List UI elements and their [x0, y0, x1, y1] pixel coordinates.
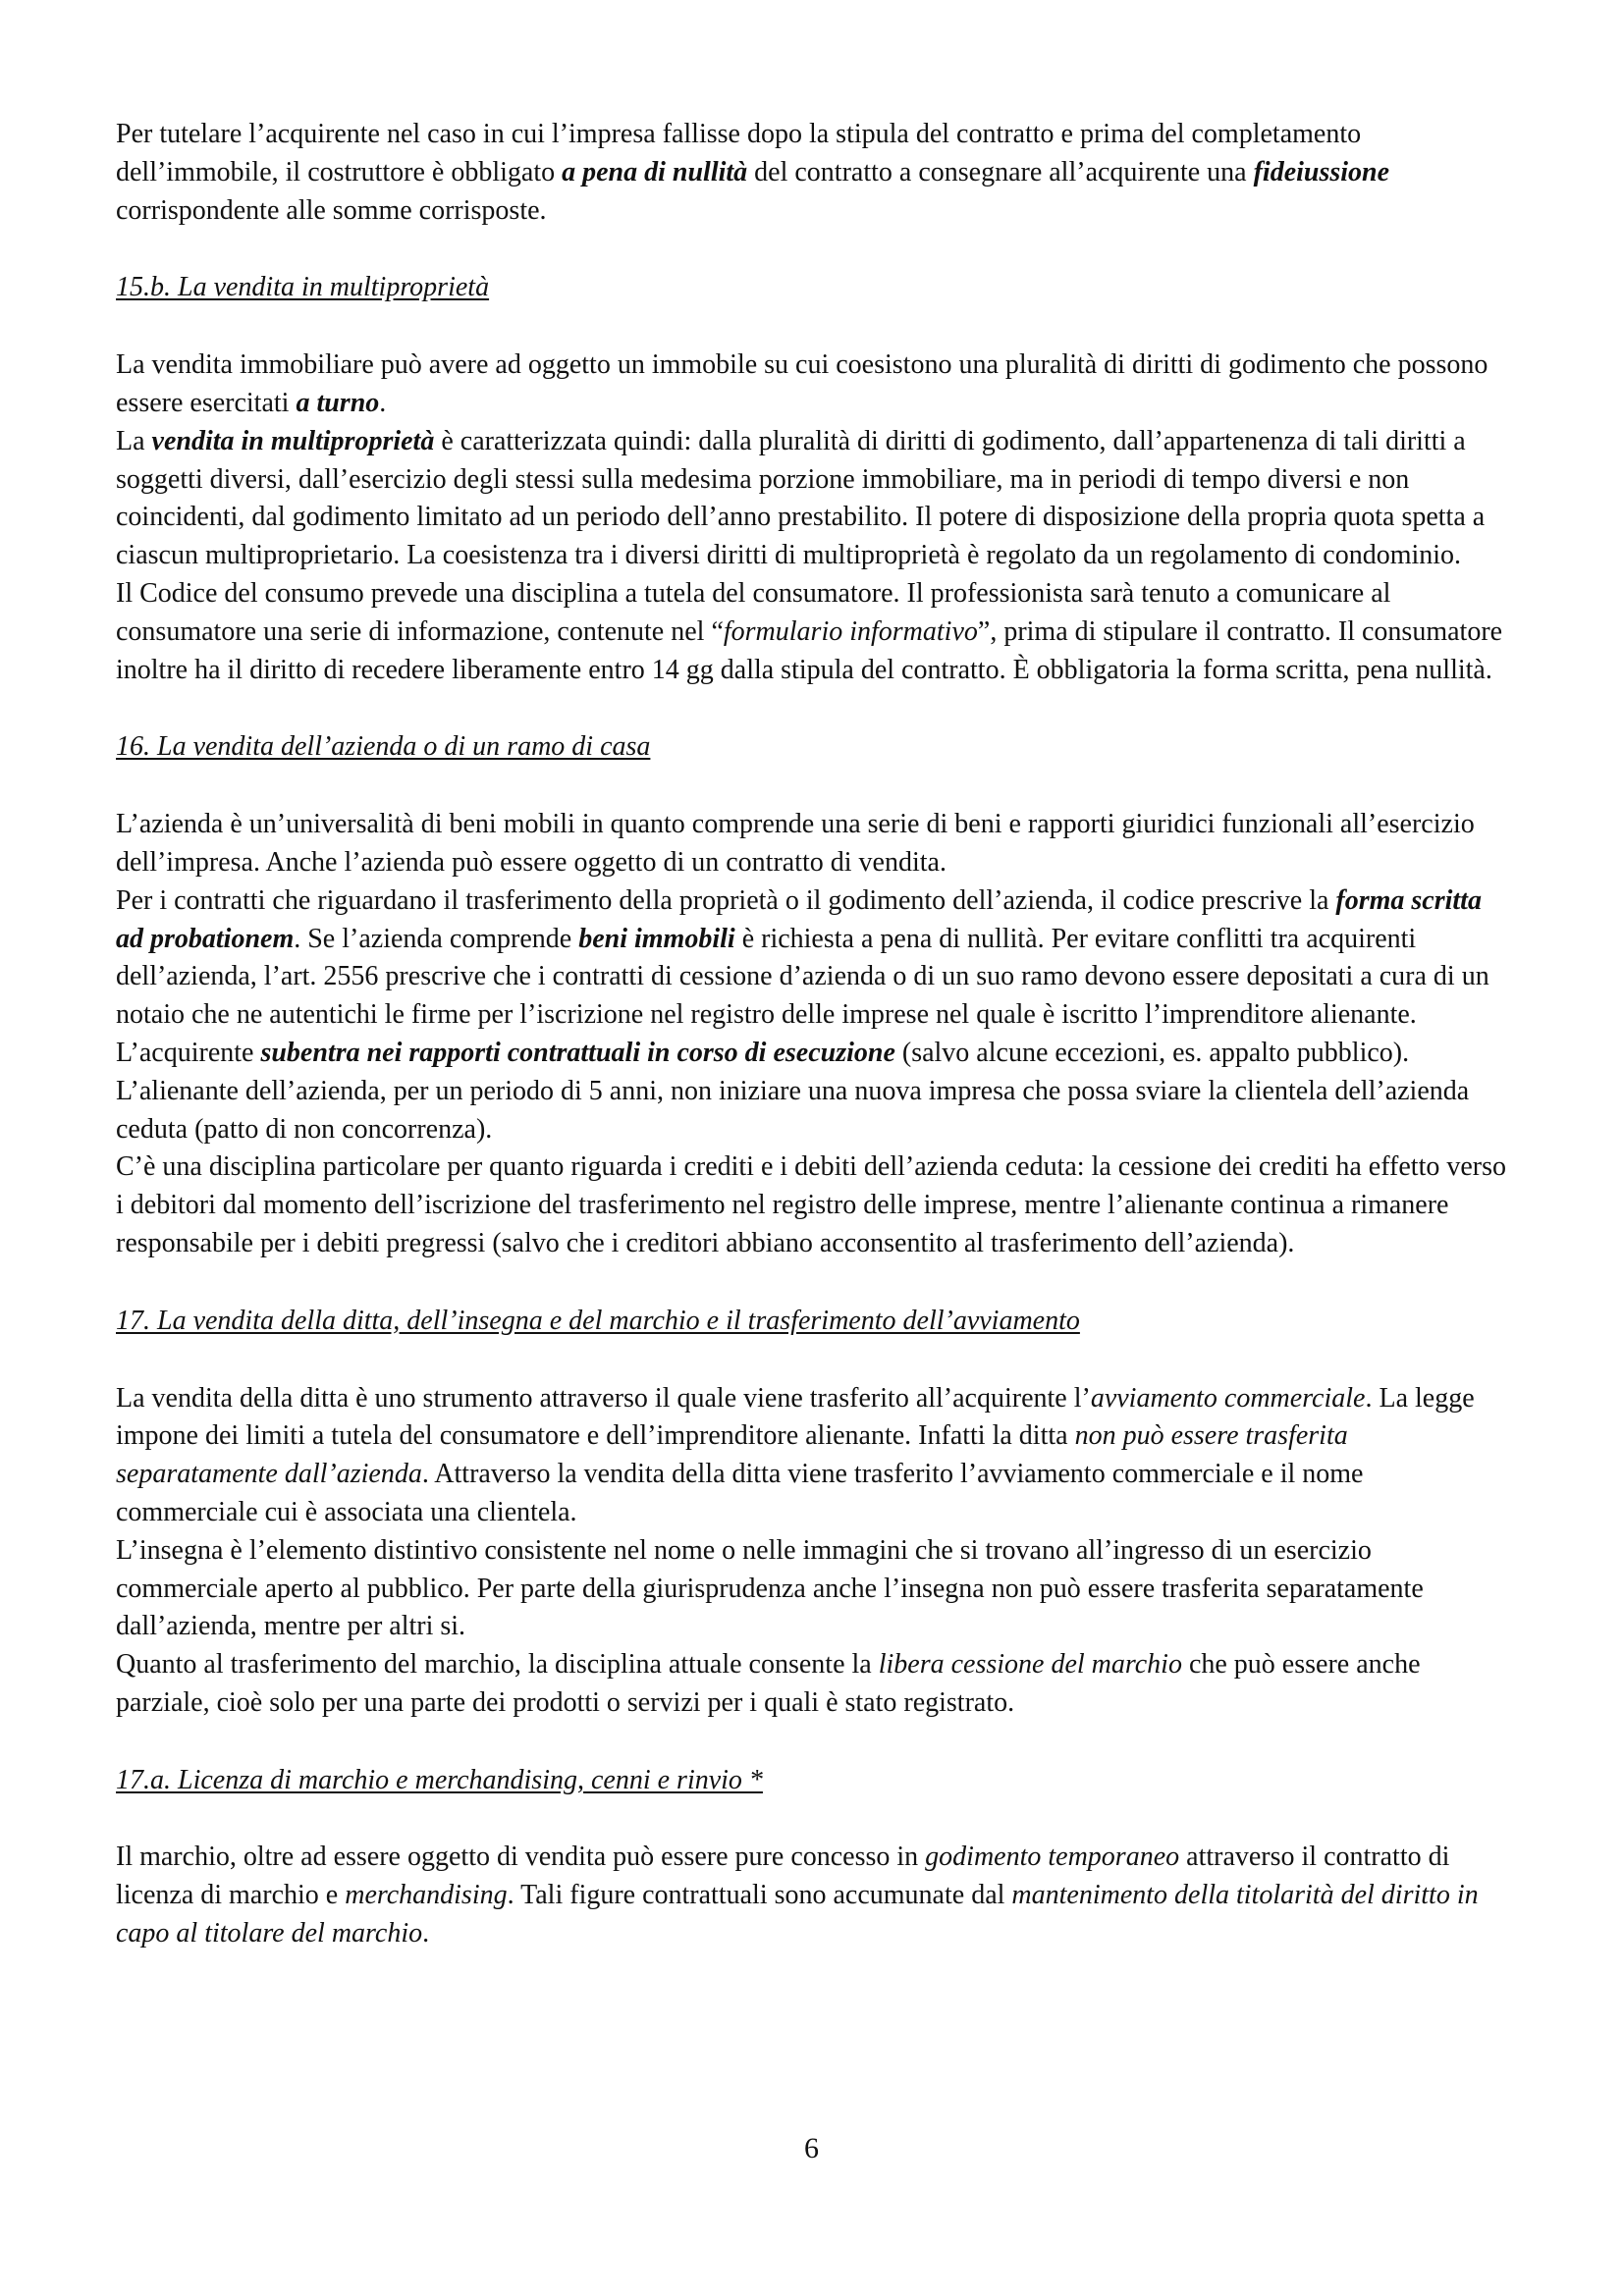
paragraph-fideiussione: Per tutelare l’acquirente nel caso in cui l’impresa fallisse dopo la stipula del contratto e prima del completamento dell’immobile, il costruttore è obbligato a pena di nullità del contratto a consegnare all’acquirente una fideiussione corrispondente alle somme corrisposte. — [116, 119, 1390, 226]
page-number: 6 — [804, 2132, 819, 2164]
paragraph-alienante: L’alienante dell’azienda, per un periodo di 5 anni, non iniziare una nuova impresa che possa sviare la clientela dell’azienda ceduta (patto di non concorrenza). — [116, 1075, 1470, 1145]
paragraph-insegna: L’insegna è l’elemento distintivo consistente nel nome o nelle immagini che si trovano all’ingresso di un esercizio commerciale aperto al pubblico. Per parte della giurisprudenza anche l’insegna non può essere trasferita separatamente dall’azienda, mentre per altri si. — [116, 1534, 1424, 1642]
section-heading-17: 17. La vendita della ditta, dell’insegna e del marchio e il trasferimento dell’avviamento — [116, 1305, 1080, 1336]
paragraph-acquirente: L’acquirente subentra nei rapporti contrattuali in corso di esecuzione (salvo alcune eccezioni, es. appalto pubblico). — [116, 1037, 1410, 1068]
paragraph-ditta: La vendita della ditta è uno strumento attraverso il quale viene trasferito all’acquirente l’avviamento commerciale. La legge impone dei limiti a tutela del consumatore e dell’imprenditore alienante. Infatti la ditta non può essere trasferita separatamente dall’azienda. Attraverso la vendita della ditta viene trasferito l’avviamento commerciale e il nome commerciale cui è associata una clientela. — [116, 1382, 1475, 1527]
section-heading-17a: 17.a. Licenza di marchio e merchandising, cenni e rinvio * — [116, 1764, 763, 1795]
paragraph-licenza: Il marchio, oltre ad essere oggetto di vendita può essere pure concesso in godimento temporaneo attraverso il contratto di licenza di marchio e merchandising. Tali figure contrattuali sono accumunate dal mantenimento della titolarità del diritto in capo al titolare del marchio. — [116, 1842, 1479, 1949]
paragraph-azienda-forma: Per i contratti che riguardano il trasferimento della proprietà o il godimento dell’azienda, il codice prescrive la forma scritta ad probationem. Se l’azienda comprende beni immobili è richiesta a pena di nullità. Per evitare conflitti tra acquirenti dell’azienda, l’art. 2556 prescrive che i contratti di cessione d’azienda o di un suo ramo devono essere depositati a cura di un notaio che ne autentichi le firme per l’iscrizione nel registro delle imprese nel quale è iscritto l’imprenditore alienante. — [116, 884, 1489, 1031]
paragraph-codice-consumo: Il Codice del consumo prevede una disciplina a tutela del consumatore. Il professionista sarà tenuto a comunicare al consumatore una serie di informazione, contenute nel “formulario informativo”, prima di stipulare il contratto. Il consumatore inoltre ha il diritto di recedere liberamente entro 14 gg dalla stipula del contratto. È obbligatoria la forma scritta, pena nullità. — [116, 577, 1503, 685]
paragraph-multiproprieta-intro: La vendita immobiliare può avere ad oggetto un immobile su cui coesistono una pluralità di diritti di godimento che possono essere esercitati a turno. — [116, 349, 1488, 418]
paragraph-crediti-debiti: C’è una disciplina particolare per quanto riguarda i crediti e i debiti dell’azienda ceduta: la cessione dei crediti ha effetto verso i debitori dal momento dell’iscrizione del trasferimento nel registro delle imprese, mentre l’alienante continua a rimanere responsabile per i debiti pregressi (salvo che i creditori abbiano acconsentito al trasferimento dell’azienda). — [116, 1151, 1506, 1258]
paragraph-marchio: Quanto al trasferimento del marchio, la disciplina attuale consente la libera cessione del marchio che può essere anche parziale, cioè solo per una parte dei prodotti o servizi per i quali è stato registrato. — [116, 1649, 1421, 1718]
paragraph-multiproprieta-caratteri: La vendita in multiproprietà è caratterizzata quindi: dalla pluralità di diritti di godimento, dall’appartenenza di tali diritti a soggetti diversi, dall’esercizio degli stessi sulla medesima porzione immobiliare, ma in periodi di tempo diversi e non coincidenti, dal godimento limitato ad un periodo dell’anno prestabilito. Il potere di disposizione della propria quota spetta a ciascun multiproprietario. La coesistenza tra i diversi diritti di multiproprietà è regolato da un regolamento di condominio. — [116, 425, 1486, 571]
section-heading-15b: 15.b. La vendita in multiproprietà — [116, 272, 490, 303]
paragraph-azienda-intro: L’azienda è un’universalità di beni mobili in quanto comprende una serie di beni e rapporti giuridici funzionali all’esercizio dell’impresa. Anche l’azienda può essere oggetto di un contratto di vendita. — [116, 809, 1475, 878]
section-heading-16: 16. La vendita dell’azienda o di un ramo di casa — [116, 731, 651, 763]
